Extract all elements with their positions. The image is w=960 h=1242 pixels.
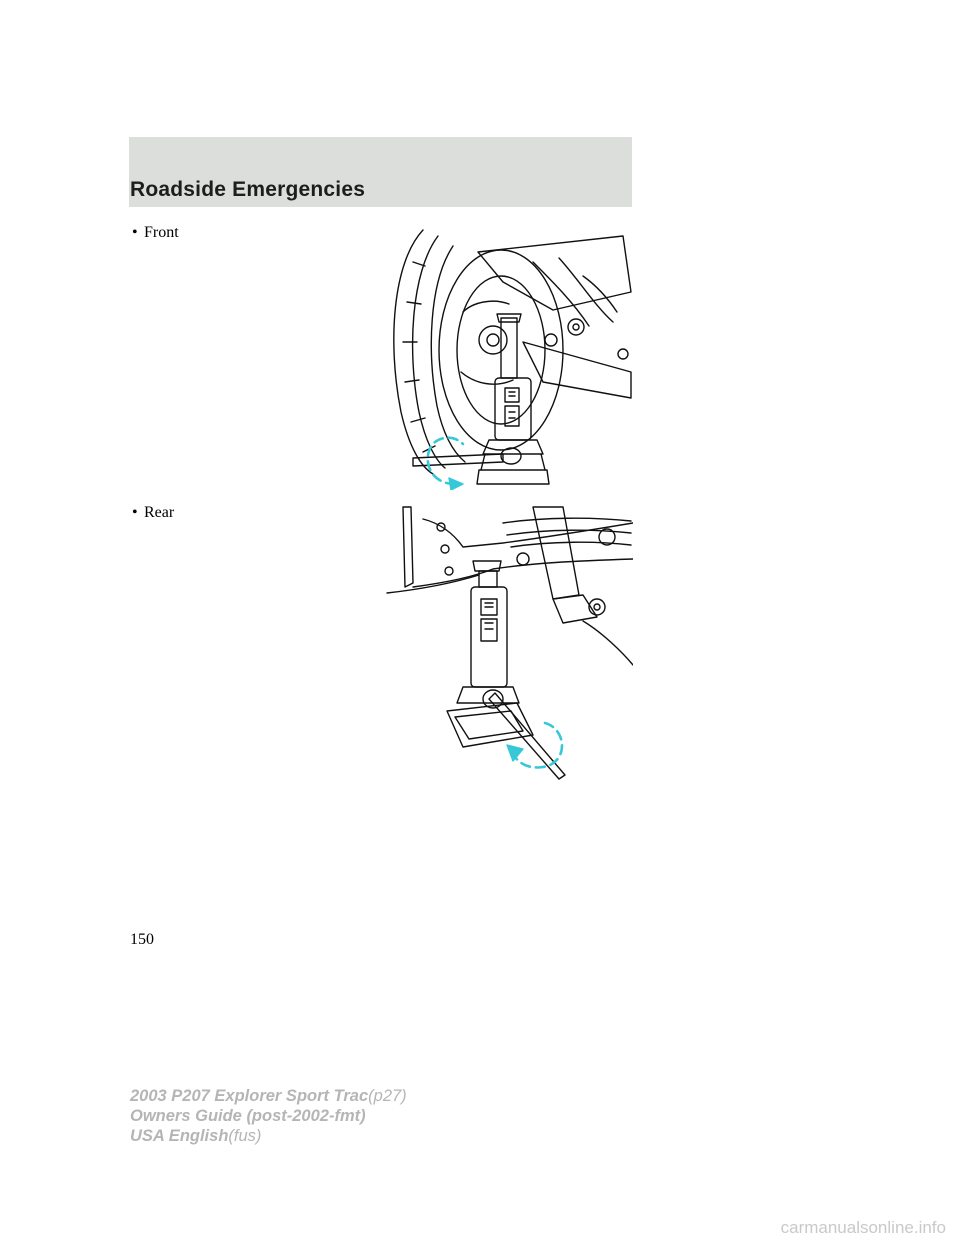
footer-language-code: (fus) — [228, 1127, 262, 1145]
section-title: Roadside Emergencies — [130, 178, 366, 201]
jack-ram — [501, 318, 517, 378]
bullet-rear-label: Rear — [144, 504, 175, 521]
front-jack-illustration — [383, 222, 633, 490]
jack-body — [471, 587, 507, 687]
jack-saddle — [473, 561, 501, 571]
document-footer — [130, 1086, 407, 1146]
hub-center — [479, 326, 507, 354]
bullet-dot: • — [132, 504, 138, 521]
bullet-front-label: Front — [144, 224, 179, 241]
footer-line-1 — [130, 1086, 407, 1106]
rotation-arrowhead — [507, 745, 523, 761]
footer-guide: Owners Guide (post-2002-fmt) — [130, 1107, 366, 1125]
rotation-arrow — [428, 438, 463, 484]
bullet-front — [132, 223, 179, 243]
jack-base — [477, 470, 549, 484]
page-number: 150 — [130, 931, 154, 948]
jack-collar — [457, 687, 519, 703]
shock-absorber — [533, 507, 579, 599]
footer-model-code: (p27) — [368, 1087, 407, 1105]
rear-jack-illustration — [383, 503, 633, 788]
jack-release-knob — [501, 448, 521, 464]
rotation-arrowhead — [449, 478, 463, 490]
watermark: carmanualsonline.info — [780, 1218, 946, 1237]
lower-control-arm — [523, 342, 631, 398]
jack-body — [495, 378, 531, 440]
frame-bracket — [403, 507, 413, 587]
bullet-rear — [132, 503, 174, 523]
tire-tread — [413, 236, 445, 468]
footer-model: 2003 P207 Explorer Sport Trac — [130, 1087, 369, 1105]
bullet-dot: • — [132, 224, 138, 241]
footer-line-2 — [130, 1106, 407, 1126]
footer-line-3 — [130, 1126, 407, 1146]
footer-language: USA English — [130, 1127, 229, 1145]
jack-handle — [413, 454, 503, 466]
jack-collar — [483, 440, 543, 454]
tire-outline — [394, 230, 433, 474]
